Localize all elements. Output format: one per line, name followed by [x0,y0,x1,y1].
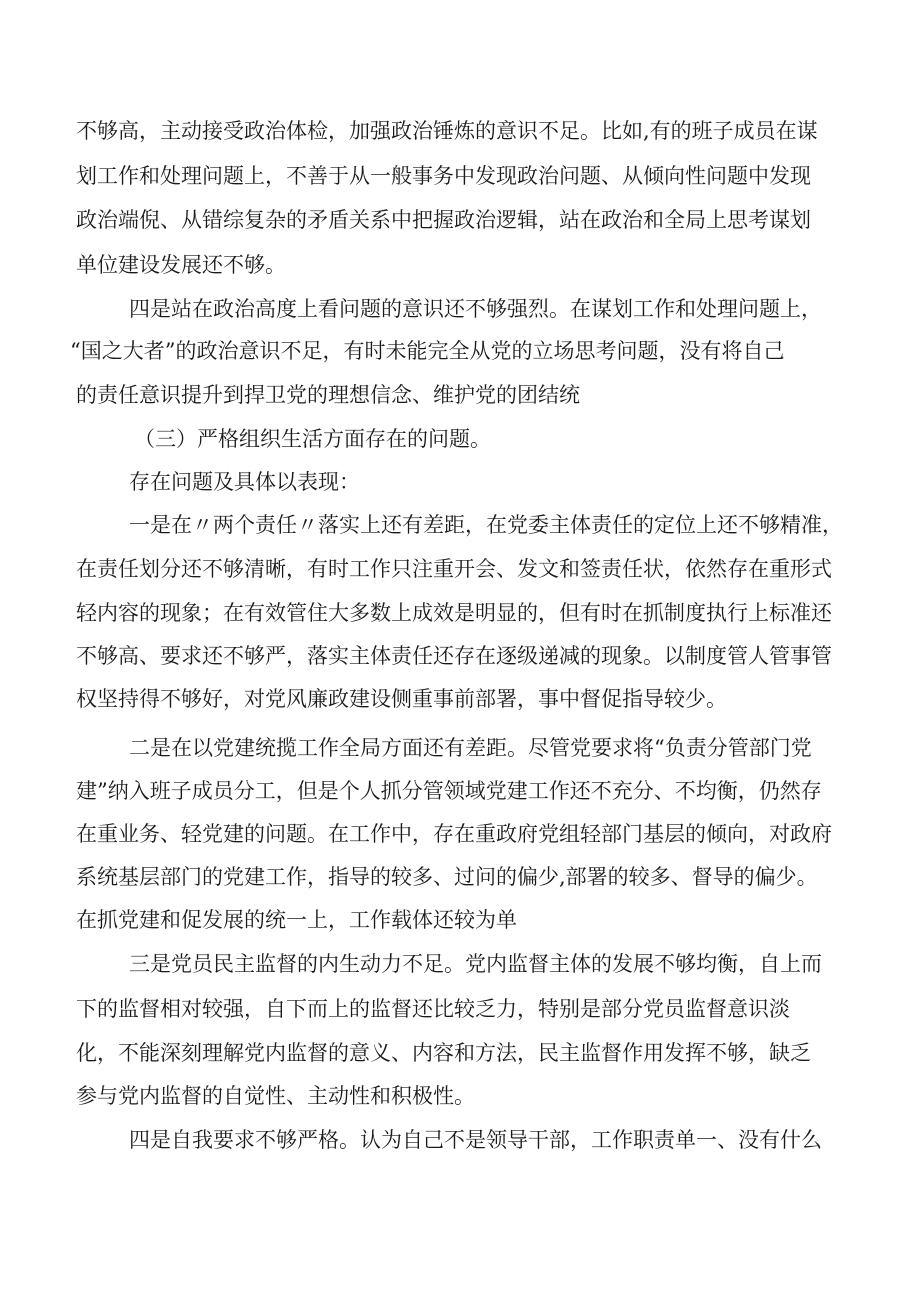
text-line: 单位建设发展还不够。 [76,253,286,277]
text-line: 一是在〃两个责任〃落实上还有差距，在党委主体责任的定位上还不够精准， [129,513,843,537]
section-heading: （三）严格组织生活方面存在的问题。 [134,427,491,451]
text-line: 政治端倪、从错综复杂的矛盾关系中把握政治逻辑，站在政治和全局上思考谋划 [76,208,811,232]
text-line: 权坚持得不够好，对党风廉政建设侧重事前部署，事中督促指导较少。 [76,687,727,711]
text-line: 四是站在政治高度上看问题的意识还不够强烈。在谋划工作和处理问题上， [129,297,822,321]
text-line: 的责任意识提升到捍卫党的理想信念、维护党的团结统 [76,383,580,407]
text-line: 下的监督相对较强，自下而上的监督还比较乏力，特别是部分党员监督意识淡 [76,997,790,1021]
text-line: 系统基层部门的党建工作，指导的较多、过问的偏少,部署的较多、督导的偏少。 [76,865,818,889]
text-line: 划工作和处理问题上，不善于从一般事务中发现政治问题、从倾向性问题中发现 [76,164,811,188]
text-line: 建”纳入班子成员分工，但是个人抓分管领域党建工作还不充分、不均衡，仍然存 [76,779,822,803]
text-line: 在重业务、轻党建的问题。在工作中，存在重政府党组轻部门基层的倾向，对政府 [76,822,832,846]
text-line: 存在问题及具体以表现： [129,470,360,494]
text-line: 参与党内监督的自觉性、主动性和积极性。 [76,1084,475,1108]
text-line: 轻内容的现象；在有效管住大多数上成效是明显的，但有时在抓制度执行上标准还 [76,601,832,625]
text-line: 不够高、要求还不够严，落实主体责任还存在逐级递减的现象。以制度管人管事管 [76,644,832,668]
text-line: 化，不能深刻理解党内监督的意义、内容和方法，民主监督作用发挥不够，缺乏 [76,1041,811,1065]
text-line: 三是党员民主监督的内生动力不足。党内监督主体的发展不够均衡，自上而 [129,952,822,976]
text-line: 在抓党建和促发展的统一上，工作载体还较为单 [76,908,517,932]
text-line: 在责任划分还不够清晰，有时工作只注重开会、发文和签责任状，依然存在重形式 [76,557,832,581]
text-line: “国之大者”的政治意识不足，有时未能完全从党的立场思考问题，没有将自己 [70,339,785,363]
text-line: 二是在以党建统揽工作全局方面还有差距。尽管党要求将“负责分管部门党 [129,736,812,760]
text-line: 四是自我要求不够严格。认为自己不是领导干部，工作职责单一、没有什么 [129,1128,822,1152]
text-line: 不够高，主动接受政治体检，加强政治锤炼的意识不足。比如,有的班子成员在谋 [76,119,818,143]
